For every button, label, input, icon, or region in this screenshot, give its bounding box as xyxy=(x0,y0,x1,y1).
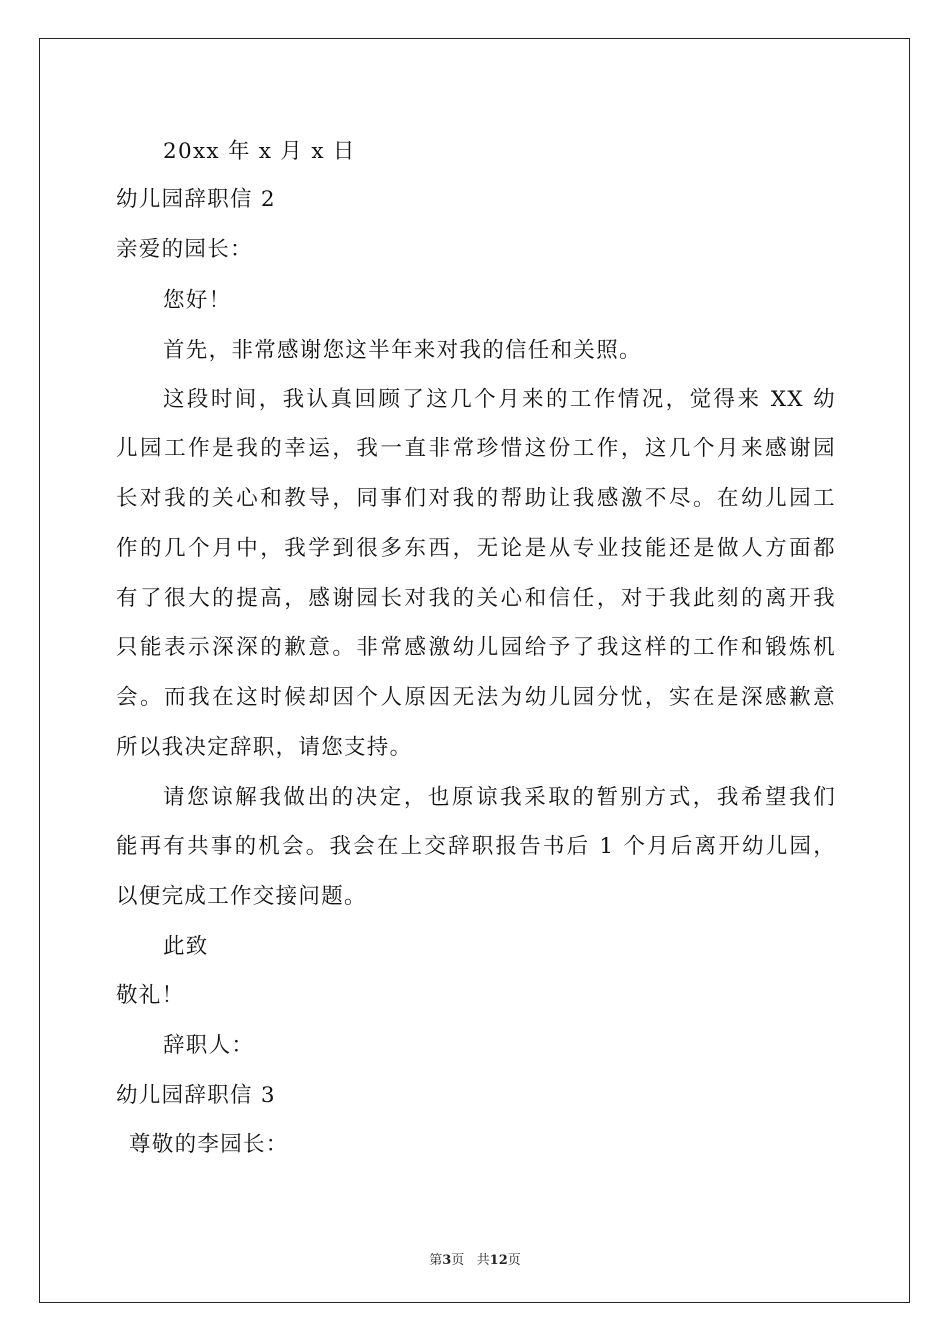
letter-3-title: 幼儿园辞职信 3 xyxy=(116,1083,276,1108)
footer-prefix: 第 xyxy=(429,1253,443,1268)
letter-2-title: 幼儿园辞职信 2 xyxy=(116,187,276,212)
date-line: 20xx 年 x 月 x 日 xyxy=(163,139,356,164)
footer-mid: 页 共 xyxy=(451,1253,490,1268)
paragraph-2-line: 有了很大的提高，感谢园长对我的关心和信任，对于我此刻的离开我 xyxy=(116,586,836,611)
paragraph-2-line: 会。而我在这时候却因个人原因无法为幼儿园分忧，实在是深感歉意 xyxy=(116,685,836,710)
paragraph-2-line: 作的几个月中，我学到很多东西，无论是从专业技能还是做人方面都 xyxy=(116,536,836,561)
page-footer xyxy=(0,1249,950,1268)
signer-label: 辞职人： xyxy=(163,1033,255,1058)
paragraph-2-line: 儿园工作是我的幸运，我一直非常珍惜这份工作，这几个月来感谢园 xyxy=(116,436,836,461)
footer-page-number: 3 xyxy=(442,1253,452,1268)
paragraph-3-line: 以便完成工作交接问题。 xyxy=(116,884,367,909)
page-border xyxy=(39,38,910,1303)
closing-jingli: 敬礼！ xyxy=(116,983,185,1008)
salutation-3: 尊敬的李园长： xyxy=(129,1132,289,1157)
paragraph-2-line: 长对我的关心和教导，同事们对我的帮助让我感激不尽。在幼儿园工 xyxy=(116,486,836,511)
paragraph-2-line: 所以我决定辞职，请您支持。 xyxy=(116,735,413,760)
footer-total-pages: 12 xyxy=(489,1253,508,1268)
paragraph-3-line: 请您谅解我做出的决定，也原谅我采取的暂别方式，我希望我们 xyxy=(163,785,836,810)
greeting: 您好！ xyxy=(163,288,232,313)
paragraph-3-line: 能再有共事的机会。我会在上交辞职报告书后 1 个月后离开幼儿园， xyxy=(116,834,836,859)
paragraph-2-line: 这段时间，我认真回顾了这几个月来的工作情况，觉得来 XX 幼 xyxy=(163,387,836,412)
paragraph-2-line: 只能表示深深的歉意。非常感激幼儿园给予了我这样的工作和锻炼机 xyxy=(116,635,836,660)
salutation: 亲爱的园长： xyxy=(116,237,253,262)
paragraph-1: 首先，非常感谢您这半年来对我的信任和关照。 xyxy=(163,338,642,363)
closing-cizhi: 此致 xyxy=(163,934,209,959)
footer-suffix: 页 xyxy=(507,1253,521,1268)
